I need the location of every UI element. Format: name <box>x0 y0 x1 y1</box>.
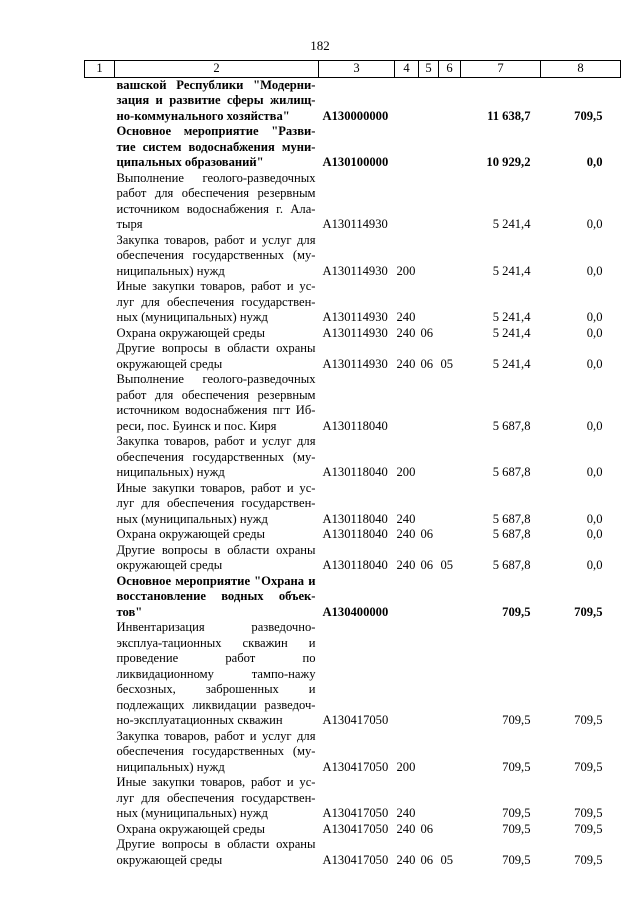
table-row <box>85 620 621 729</box>
cell-col-1 <box>85 372 115 434</box>
row-amount-7: 709,5 <box>502 821 531 836</box>
row-col-5: 06 <box>420 527 434 541</box>
row-code: A130118040 <box>322 527 388 541</box>
row-name: Охрана окружающей среды <box>116 325 265 340</box>
cell-col-1 <box>85 543 115 574</box>
row-name: Закупка товаров, работ и услуг для обеспечения государственных (му-ниципальных) нужд <box>116 434 316 479</box>
table-row <box>85 543 621 574</box>
row-col-5 <box>419 775 439 822</box>
row-col-5: 06 <box>420 821 434 836</box>
row-name: Другие вопросы в области охраны окружающей среды <box>116 542 316 572</box>
row-name: Инвентаризация разведочно-эксплуа-тационных скважин и проведение работ по ликвидационному тампо-нажу бесхозных, заброшенных и подлежащих ликвидации разведоч-но-эксплуатационных скважин <box>116 620 316 727</box>
row-amount-8: 0,0 <box>586 418 603 433</box>
row-col-6 <box>439 279 461 326</box>
row-code: A130000000 <box>322 108 389 123</box>
row-amount-8: 709,5 <box>574 821 603 836</box>
table-row <box>85 326 621 342</box>
row-col-4: 240 <box>396 821 416 836</box>
row-code: A130114930 <box>322 217 388 231</box>
cell-col-1 <box>85 574 115 621</box>
row-name: Закупка товаров, работ и услуг для обеспечения государственных (му-ниципальных) нужд <box>116 232 316 278</box>
row-name: Иные закупки товаров, работ и ус-луг для обеспечения государствен-ных (муниципальных) нужд <box>116 279 316 324</box>
row-col-5: 06 <box>420 852 434 867</box>
table-row <box>85 171 621 233</box>
row-col-4: 200 <box>396 759 416 774</box>
row-name: Охрана окружающей среды <box>116 527 265 541</box>
row-amount-8: 709,5 <box>574 713 603 727</box>
row-code: A130114930 <box>322 310 388 324</box>
table-row <box>85 77 621 124</box>
row-col-6 <box>439 620 461 729</box>
row-code: A130114930 <box>322 356 388 371</box>
row-amount-7: 5 687,8 <box>492 527 531 541</box>
row-col-5: 06 <box>420 356 434 371</box>
row-amount-8: 0,0 <box>586 155 603 169</box>
header-row <box>85 61 621 78</box>
cell-col-1 <box>85 729 115 776</box>
row-col-4: 240 <box>396 852 416 867</box>
row-col-6 <box>439 729 461 776</box>
table-row <box>85 837 621 868</box>
row-col-5 <box>419 233 439 280</box>
column-header-2: 2 <box>115 61 319 78</box>
row-col-6 <box>439 574 461 621</box>
row-name: Другие вопросы в области охраны окружающей среды <box>116 341 316 371</box>
row-amount-7: 5 241,4 <box>492 325 531 340</box>
row-col-5 <box>419 729 439 776</box>
cell-col-1 <box>85 77 115 124</box>
row-amount-8: 0,0 <box>586 217 603 231</box>
row-code: A130118040 <box>322 511 388 526</box>
row-col-6: 05 <box>440 558 454 572</box>
row-col-5 <box>419 279 439 326</box>
table-row <box>85 341 621 372</box>
row-name: Другие вопросы в области охраны окружающей среды <box>116 837 316 867</box>
row-amount-8: 0,0 <box>586 263 603 278</box>
row-name: Охрана окружающей среды <box>116 821 265 836</box>
table-row <box>85 527 621 543</box>
row-col-4 <box>395 124 419 171</box>
row-amount-8: 709,5 <box>574 759 603 774</box>
row-code: A130417050 <box>322 852 389 867</box>
row-amount-8: 709,5 <box>574 852 603 867</box>
cell-col-1 <box>85 822 115 838</box>
row-amount-8: 0,0 <box>586 356 603 371</box>
row-name: Иные закупки товаров, работ и ус-луг для обеспечения государствен-ных (муниципальных) нужд <box>116 480 316 526</box>
table-row <box>85 481 621 528</box>
row-col-5 <box>419 171 439 233</box>
row-col-5 <box>419 372 439 434</box>
cell-col-1 <box>85 620 115 729</box>
row-code: A130118040 <box>322 465 388 479</box>
row-col-5 <box>419 620 439 729</box>
cell-col-1 <box>85 527 115 543</box>
row-col-5: 06 <box>420 325 434 340</box>
cell-col-1 <box>85 233 115 280</box>
row-amount-8: 709,5 <box>574 108 603 123</box>
table-row <box>85 775 621 822</box>
table-row <box>85 574 621 621</box>
table-row <box>85 434 621 481</box>
column-header-3: 3 <box>319 61 395 78</box>
column-header-4: 4 <box>395 61 419 78</box>
row-col-5 <box>419 77 439 124</box>
cell-col-1 <box>85 124 115 171</box>
row-code: A130417050 <box>322 806 389 820</box>
row-code: A130417050 <box>322 713 389 727</box>
row-amount-7: 709,5 <box>502 759 531 774</box>
row-amount-7: 5 687,8 <box>492 558 531 572</box>
row-col-6 <box>439 124 461 171</box>
row-code: A130114930 <box>322 325 388 340</box>
table-row <box>85 279 621 326</box>
row-name: Выполнение геолого-разведочных работ для обеспечения резервным источником водоснабжения г. Ала-тыря <box>116 170 316 231</box>
cell-col-1 <box>85 775 115 822</box>
row-col-6 <box>439 775 461 822</box>
row-name: Выполнение геолого-разведочных работ для обеспечения резервным источником водоснабжения пгт Иб-реси, пос. Буинск и пос. Киря <box>116 372 316 433</box>
row-col-6 <box>439 372 461 434</box>
row-code: A130118040 <box>322 418 388 433</box>
row-code: A130417050 <box>322 821 389 836</box>
page-number: 182 <box>310 38 330 53</box>
row-code: A130100000 <box>322 155 389 169</box>
row-col-5 <box>419 124 439 171</box>
row-col-5: 06 <box>420 558 434 572</box>
row-amount-7: 11 638,7 <box>487 108 531 123</box>
column-header-1: 1 <box>85 61 115 78</box>
row-amount-7: 5 241,4 <box>492 310 531 324</box>
row-name: Основное мероприятие "Разви-тие систем водоснабжения муни-ципальных образований" <box>116 124 316 169</box>
budget-table <box>84 60 621 868</box>
table-row <box>85 372 621 434</box>
cell-col-1 <box>85 837 115 868</box>
row-col-4 <box>395 77 419 124</box>
row-col-6 <box>439 77 461 124</box>
row-col-6 <box>439 326 461 342</box>
column-header-5: 5 <box>419 61 439 78</box>
row-amount-7: 709,5 <box>502 604 531 619</box>
cell-col-1 <box>85 279 115 326</box>
row-col-4: 200 <box>396 263 416 278</box>
row-col-4: 240 <box>396 511 416 526</box>
row-col-4 <box>395 574 419 621</box>
row-amount-8: 0,0 <box>586 310 603 324</box>
row-code: A130118040 <box>322 558 388 572</box>
row-code: A130400000 <box>322 604 389 619</box>
row-amount-7: 709,5 <box>502 852 531 867</box>
row-amount-7: 5 687,8 <box>492 511 531 526</box>
column-header-7: 7 <box>461 61 541 78</box>
row-col-4: 240 <box>396 310 416 324</box>
row-amount-8: 0,0 <box>586 325 603 340</box>
cell-col-1 <box>85 481 115 528</box>
row-col-6 <box>439 434 461 481</box>
row-amount-7: 709,5 <box>502 806 531 820</box>
column-header-8: 8 <box>541 61 621 78</box>
cell-col-1 <box>85 326 115 342</box>
row-col-4 <box>395 171 419 233</box>
table-row <box>85 124 621 171</box>
column-header-6: 6 <box>439 61 461 78</box>
row-col-4: 240 <box>396 806 416 820</box>
row-code: A130114930 <box>322 263 388 278</box>
row-amount-8: 0,0 <box>586 511 603 526</box>
row-amount-8: 0,0 <box>586 558 603 572</box>
row-col-5 <box>419 481 439 528</box>
row-name: вашской Республики "Модерни-зация и развитие сферы жилищ-но-коммунального хозяйства" <box>116 77 316 123</box>
row-amount-7: 5 687,8 <box>492 418 531 433</box>
row-col-6 <box>439 233 461 280</box>
row-amount-7: 5 241,4 <box>492 356 531 371</box>
row-amount-8: 709,5 <box>574 604 603 619</box>
row-amount-7: 5 241,4 <box>492 263 531 278</box>
row-name: Иные закупки товаров, работ и ус-луг для обеспечения государствен-ных (муниципальных) нужд <box>116 775 316 820</box>
row-col-6: 05 <box>440 356 454 371</box>
row-col-5 <box>419 434 439 481</box>
row-col-6 <box>439 527 461 543</box>
row-amount-8: 709,5 <box>574 806 603 820</box>
cell-col-1 <box>85 434 115 481</box>
row-name: Закупка товаров, работ и услуг для обеспечения государственных (му-ниципальных) нужд <box>116 728 316 774</box>
cell-col-1 <box>85 341 115 372</box>
row-col-4: 240 <box>396 527 416 541</box>
row-amount-8: 0,0 <box>586 527 603 541</box>
row-col-4 <box>395 620 419 729</box>
row-col-4: 240 <box>396 356 416 371</box>
row-amount-8: 0,0 <box>586 465 603 479</box>
row-code: A130417050 <box>322 759 389 774</box>
table-row <box>85 233 621 280</box>
row-col-4: 240 <box>396 558 416 572</box>
row-col-6 <box>439 481 461 528</box>
row-col-5 <box>419 574 439 621</box>
row-col-6 <box>439 822 461 838</box>
row-amount-7: 5 241,4 <box>492 217 531 231</box>
table-row <box>85 729 621 776</box>
row-col-4: 240 <box>396 325 416 340</box>
row-col-6: 05 <box>440 852 454 867</box>
row-col-4 <box>395 372 419 434</box>
row-col-6 <box>439 171 461 233</box>
table-row <box>85 822 621 838</box>
row-amount-7: 10 929,2 <box>486 155 531 169</box>
row-col-4: 200 <box>396 465 416 479</box>
row-name: Основное мероприятие "Охрана и восстановление водных объек-тов" <box>116 573 316 619</box>
cell-col-1 <box>85 171 115 233</box>
row-amount-7: 709,5 <box>502 713 531 727</box>
row-amount-7: 5 687,8 <box>492 465 531 479</box>
